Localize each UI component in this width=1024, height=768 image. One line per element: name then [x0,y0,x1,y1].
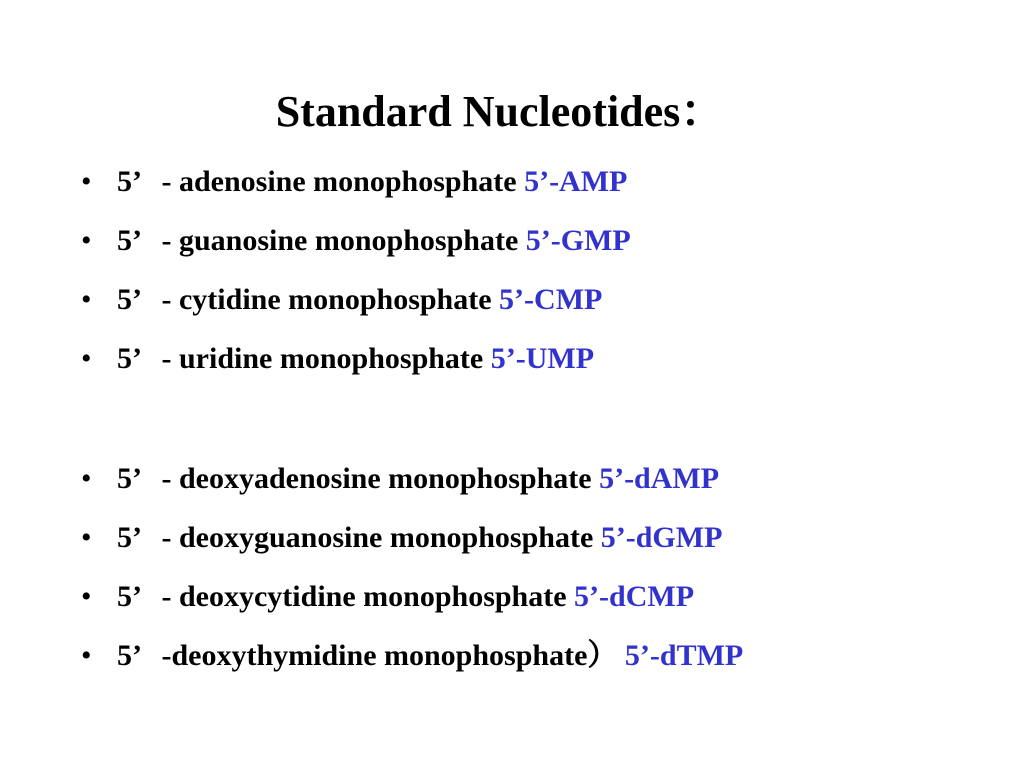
list-item-ump [75,342,925,376]
bullet-icon: • [81,639,92,672]
nucleotide-abbreviation: 5’-dTMP [624,639,744,672]
position-number: 5 [117,462,132,495]
list-item-cmp [75,283,925,317]
prime-mark: ’ [132,639,142,672]
nucleotide-name: - cytidine monophosphate [154,283,500,316]
position-number: 5 [117,639,132,672]
bullet-icon: • [81,224,92,257]
position-number: 5 [117,283,132,316]
list-item-damp [75,462,925,496]
nucleotide-abbreviation: 5’-AMP [524,165,628,198]
position-number: 5 [117,521,132,554]
nucleotide-abbreviation: 5’-CMP [499,283,603,316]
bullet-icon: • [81,283,92,316]
nucleotide-abbreviation: 5’-dAMP [599,462,720,495]
list-item-dcmp [75,580,925,614]
prime-mark: ’ [132,580,142,613]
prime-mark: ’ [132,462,142,495]
bullet-icon: • [81,165,92,198]
list-item-dgmp [75,521,925,555]
prime-mark: ’ [132,521,142,554]
nucleotide-list [75,165,925,698]
position-number: 5 [117,342,132,375]
prime-mark: ’ [132,283,142,316]
nucleotide-abbreviation: 5’-dGMP [600,521,723,554]
nucleotide-name: - guanosine monophosphate [154,224,526,257]
bullet-icon: • [81,521,92,554]
position-number: 5 [117,165,132,198]
nucleotide-name: - uridine monophosphate [154,342,491,375]
nucleotide-abbreviation: 5’-dCMP [574,580,695,613]
list-item-dtmp [75,639,845,673]
nucleotide-name: - deoxycytidine monophosphate [154,580,575,613]
position-number: 5 [117,580,132,613]
nucleotide-name: - adenosine monophosphate [154,165,525,198]
nucleotide-name: - deoxyadenosine monophosphate [154,462,600,495]
prime-mark: ’ [132,165,142,198]
nucleotide-abbreviation: 5’-GMP [525,224,631,257]
bullet-icon: • [81,580,92,613]
list-item-amp [75,165,925,199]
bullet-icon: • [81,462,92,495]
prime-mark: ’ [132,342,142,375]
nucleotide-abbreviation: 5’-UMP [490,342,595,375]
list-item-gmp [75,224,925,258]
nucleotide-name: - deoxyguanosine monophosphate [154,521,601,554]
position-number: 5 [117,224,132,257]
bullet-icon: • [81,342,92,375]
prime-mark: ’ [132,224,142,257]
nucleotide-name: -deoxythymidine monophosphate） [154,639,625,672]
slide-title: Standard Nucleotides： [275,87,725,136]
